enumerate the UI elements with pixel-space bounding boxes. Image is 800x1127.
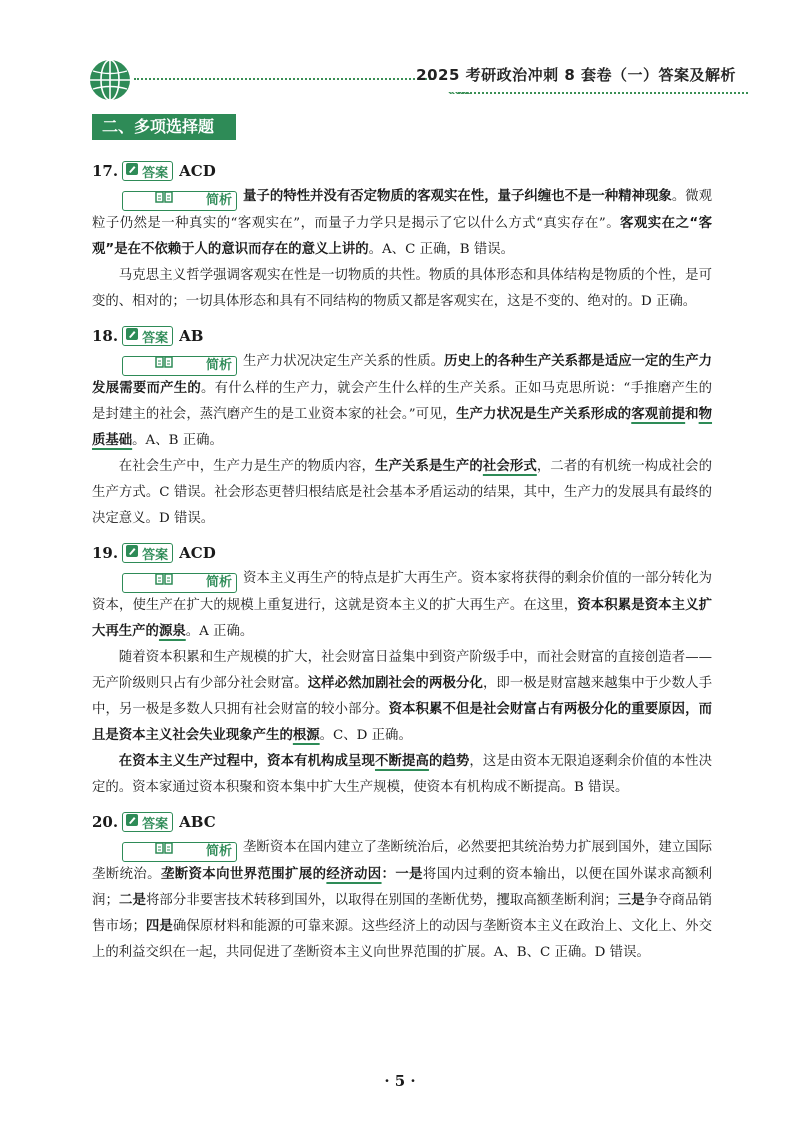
analysis-paragraph [92,566,712,645]
text-run: ，即一极是财富越来越集中于少数人手中，另一极是多数人只拥有社会财富的较小部分。 [92,676,713,717]
analysis-tag [122,842,237,862]
book-icon [125,188,176,214]
text-run: 。有什么样的生产力，就会产生什么样的生产关系。正如马克思所说：“手推磨产生的是封建主的社会，蒸汽磨产生的是工业资本家的社会。”可见， [92,381,713,422]
text-run: 马克思主义哲学强调客观实在性是一切物质的共性。物质的具体形态和具体结构是物质的个性，是可变的、相对的；一切具体形态和具有不同结构的物质又都是客观实在，这是不变的、绝对的。D 正确。 [92,268,712,309]
text-run: 。C、D 正确。 [319,728,412,743]
header-dotted-line [458,92,748,94]
pencil-icon [125,162,142,180]
answer-header [92,809,712,835]
header-dotted-line [134,78,434,80]
bold-text: 历史上的各种生产关系都是适应一定的生产力发展需要而产生的 [92,354,713,396]
bold-text: 量子的特性并没有否定物质的客观实在性，量子纠缠也不是一种精神现象 [243,189,672,204]
book-icon [125,839,176,865]
bold-text: 资本积累是资本主义扩大再生产的 [92,598,713,639]
pencil-icon [125,813,142,831]
body-paragraph [92,454,712,532]
underlined-keyword: 根源 [292,728,320,743]
pencil-icon [125,327,142,345]
bold-text: 生产力状况是生产关系形成的 [456,407,632,422]
question-number: 19. [92,544,119,562]
bold-text: 三是 [617,893,645,908]
underlined-keyword: 社会形式 [482,459,537,474]
bold-text: 四是 [145,919,173,934]
analysis-tag-label: 简析 [206,358,233,373]
question-block [92,809,712,966]
analysis-tag-label: 简析 [206,193,233,208]
body-paragraph [92,263,712,315]
analysis-tag [122,356,237,376]
answer-tag-label: 答案 [142,165,169,181]
text-run: 生产力状况决定生产关系的性质。 [243,354,445,369]
underlined-keyword: 客观前提 [631,407,686,422]
answer-value: ABC [179,813,216,831]
underlined-keyword: 物质基础 [92,407,713,448]
text-run: 。A、B 正确。 [132,433,223,448]
analysis-paragraph [92,835,712,966]
answer-value: AB [179,327,204,345]
answer-header [92,323,712,349]
book-icon [125,353,176,379]
question-number: 17. [92,162,119,180]
text-run: 资本主义再生产的特点是扩大再生产。资本家将获得的剩余价值的一部分转化为资本，使生产在扩大的规模上重复进行，这就是资本主义的扩大再生产。在这里， [92,571,712,613]
globe-icon [88,58,132,102]
question-number: 18. [92,327,119,345]
underlined-keyword: 不断提高 [375,754,429,769]
text-run: 。微观粒子仍然是一种真实的“客观实在”，而量子力学只是揭示了它以什么方式“真实存在”。 [92,189,713,231]
bold-text: 垄断资本向世界范围扩展的 [160,867,327,882]
book-icon [125,570,176,596]
analysis-tag [122,573,237,593]
bold-text: 和 [685,407,699,422]
bold-text: 客观实在之“客观”是在不依赖于人的意识而存在的意义上讲的 [92,216,712,257]
bold-text: 二是 [118,893,146,908]
bold-text: 的趋势 [428,754,470,769]
bold-text: 资本积累不但是社会财富占有两极分化的重要原因，而且是资本主义社会失业现象产生的 [92,702,713,743]
answer-tag [122,543,173,563]
analysis-tag [122,191,237,211]
answer-value: ACD [179,544,216,562]
text-run: 争夺商品销售市场； [92,893,713,934]
pencil-icon [125,544,142,562]
answer-tag-label: 答案 [142,816,169,832]
page-header [88,52,748,112]
answer-value: ACD [179,162,216,180]
body-paragraph [92,645,712,749]
page-number: · 5 · [384,1072,416,1090]
question-block [92,158,712,315]
question-block [92,323,712,532]
text-run: 确保原材料和能源的可靠来源。这些经济上的动因与垄断资本主义在政治上、文化上、外交上的利益交织在一起，共同促进了垄断资本主义向世界范围的扩展。A、B、C 正确。D 错误。 [92,919,713,960]
bold-text: 生产关系是生产的 [375,459,483,474]
answer-tag [122,161,173,181]
text-run: 垄断资本在国内建立了垄断统治后，必然要把其统治势力扩展到国外，建立国际垄断统治。 [92,840,712,882]
analysis-tag-label: 简析 [206,575,233,590]
answer-tag [122,326,173,346]
analysis-paragraph [92,349,712,454]
answer-list [92,150,712,966]
answer-header [92,540,712,566]
text-run: ，这是由资本无限追逐剩余价值的本性决定的。资本家通过资本积聚和资本集中扩大生产规模，使资本有机构成不断提高。B 错误。 [92,754,713,795]
text-run: ，二者的有机统一构成社会的生产方式。C 错误。社会形态更替归根结底是社会基本矛盾运动的结果，其中，生产力的发展具有最终的决定意义。D 错误。 [92,459,713,526]
answer-tag-label: 答案 [142,547,169,563]
section-title: 二、多项选择题 [92,114,236,140]
answer-tag-label: 答案 [142,330,169,346]
question-block [92,540,712,801]
bold-text: 在资本主义生产过程中，资本有机构成呈现 [118,754,375,769]
bold-text: 这样必然加剧社会的两极分化 [307,676,483,691]
analysis-paragraph [92,184,712,263]
question-number: 20. [92,813,119,831]
bold-text: ：一是 [381,867,423,882]
underlined-keyword: 经济动因 [326,867,382,882]
text-run: 在社会生产中，生产力是生产的物质内容， [118,459,375,474]
text-run: 。A、C 正确，B 错误。 [368,242,515,257]
answer-tag [122,812,173,832]
text-run: 。A 正确。 [185,624,254,639]
analysis-tag-label: 简析 [206,844,233,859]
text-run: 将部分非要害技术转移到国外，以取得在别国的垄断优势，攫取高额垄断利润； [145,893,618,908]
answer-header [92,158,712,184]
text-run: 随着资本积累和生产规模的扩大，社会财富日益集中到资产阶级手中，而社会财富的直接创造者——无产阶级则只占有少部分社会财富。 [92,650,712,691]
underlined-keyword: 源泉 [158,624,186,639]
header-title: 2025 考研政治冲刺 8 套卷（一）答案及解析 [416,66,736,84]
body-paragraph [92,749,712,801]
text-run: 将国内过剩的资本输出，以便在国外谋求高额利润； [92,867,713,908]
